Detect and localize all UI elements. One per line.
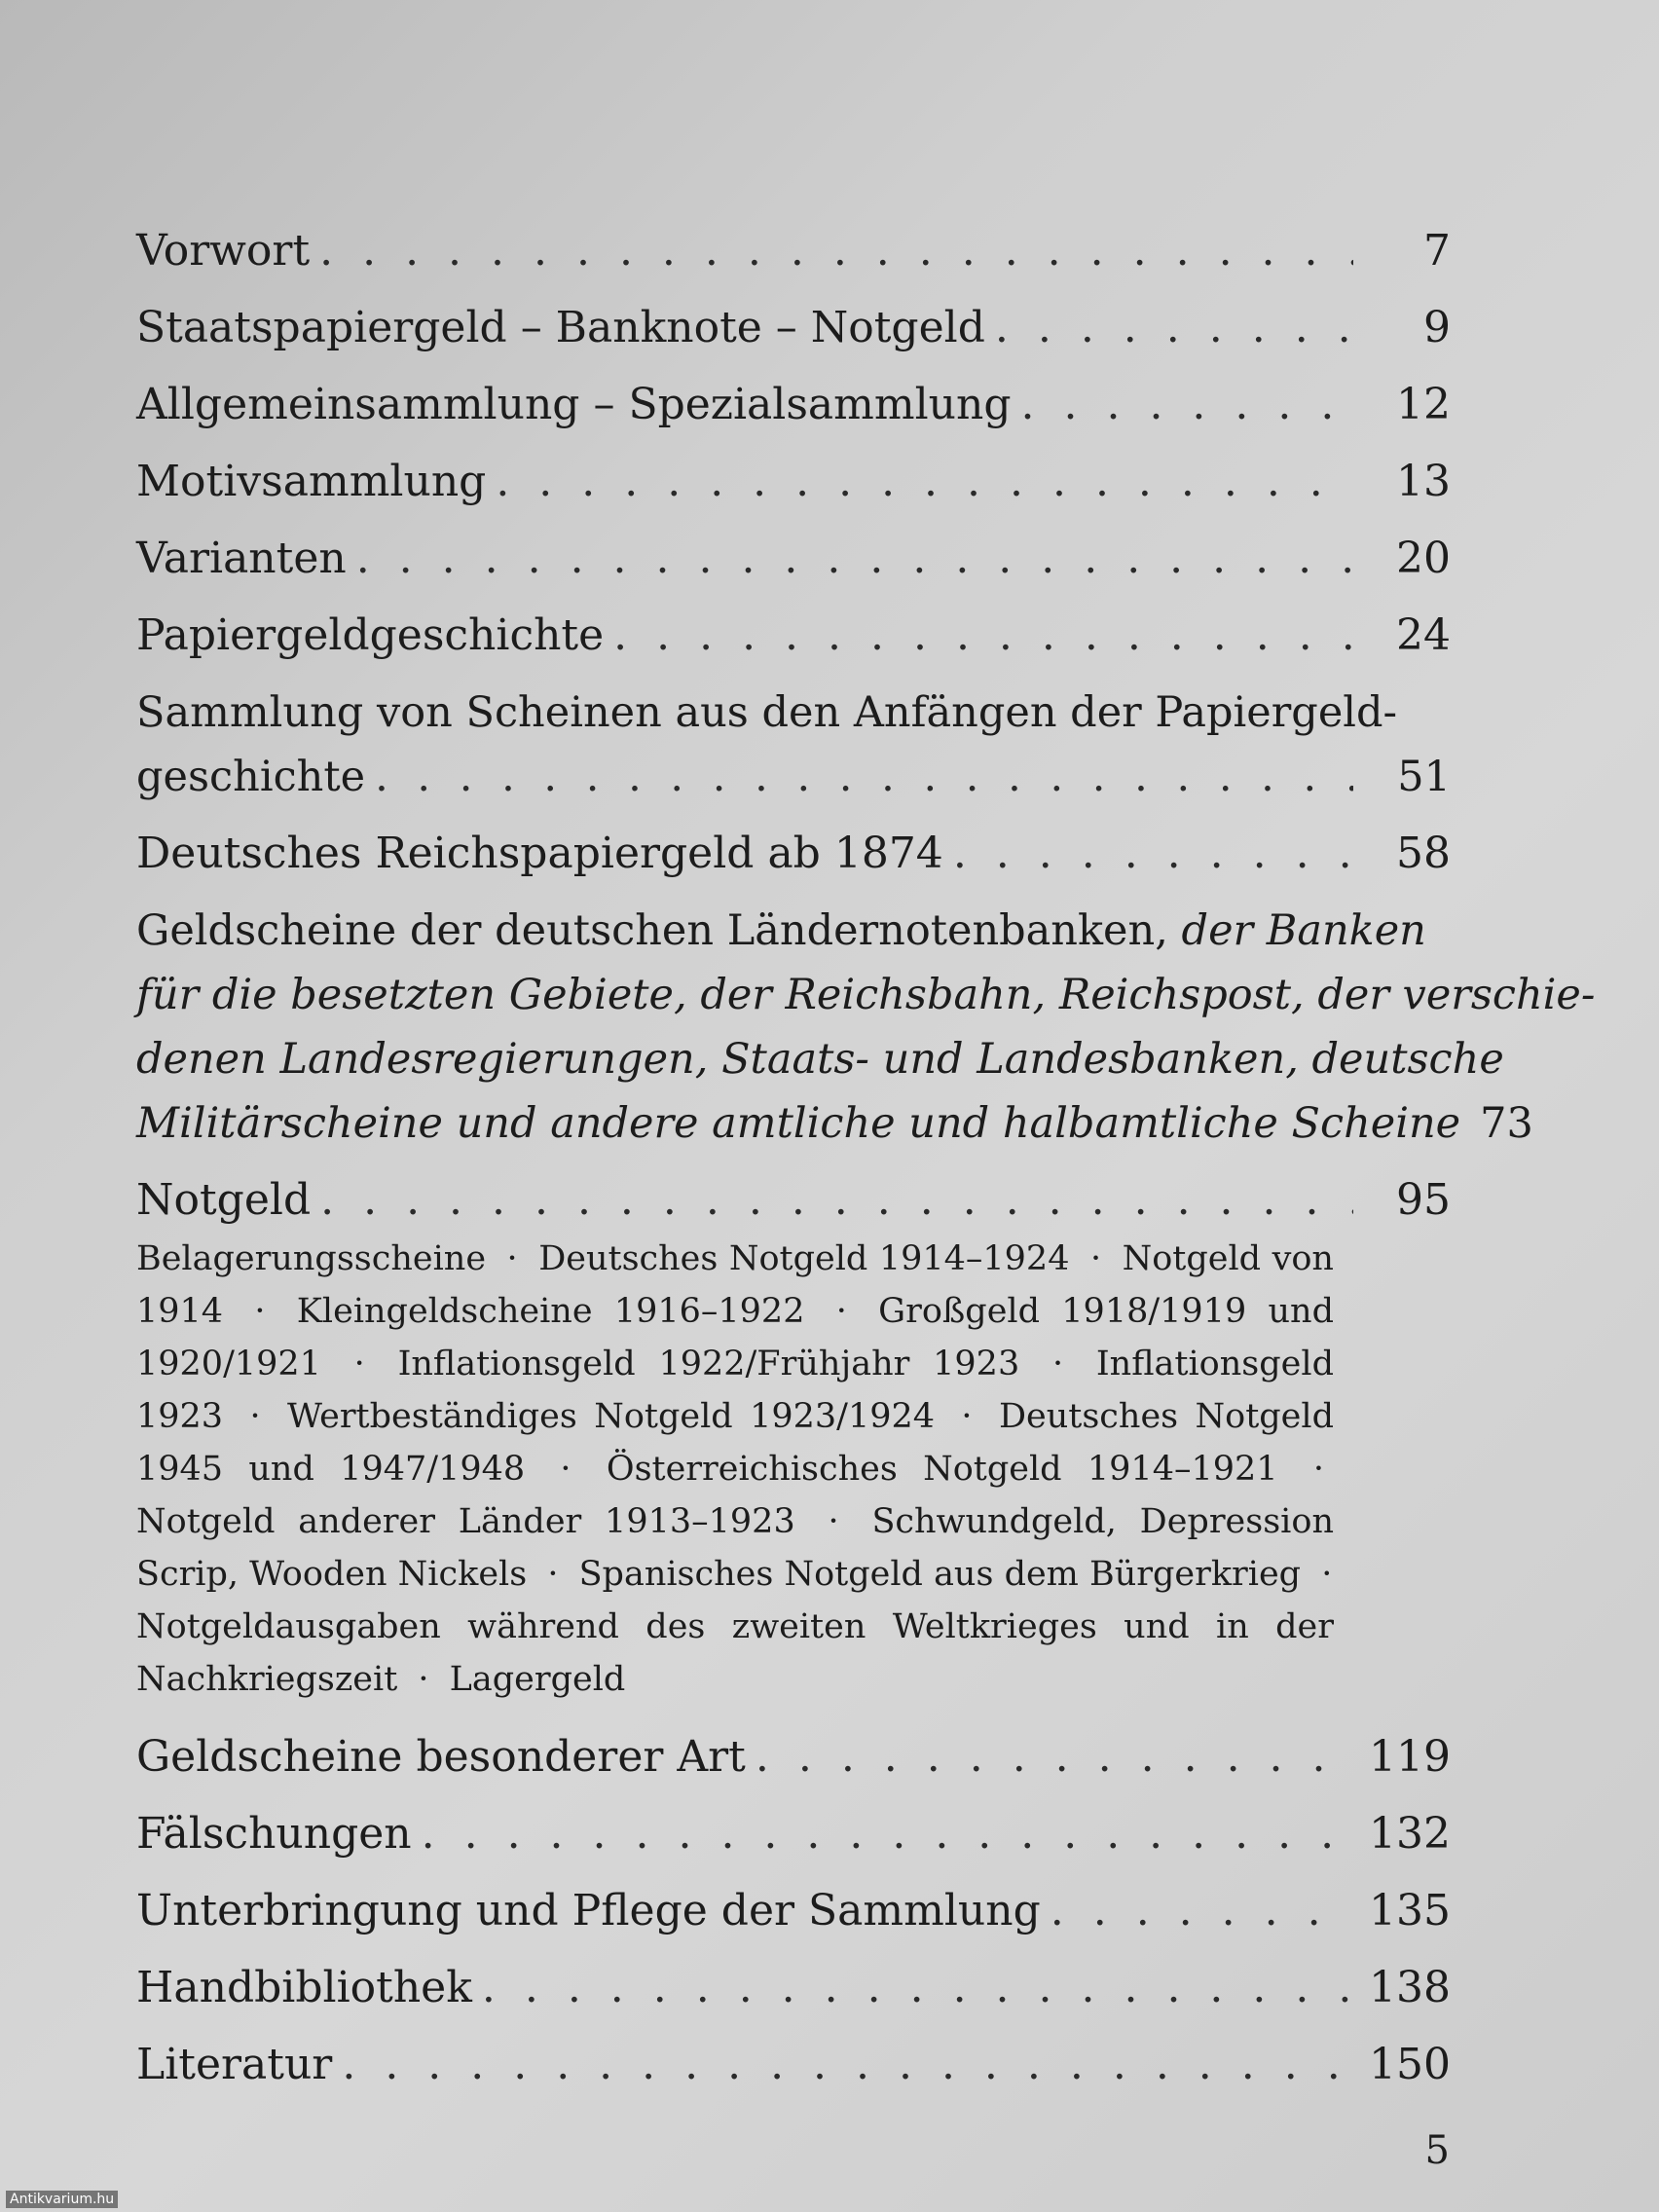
toc-entry-title: Papiergeldgeschichte <box>136 610 605 660</box>
notgeld-subtopic: Wertbeständiges Notgeld 1923/1924 <box>286 1397 936 1436</box>
toc-entry-faelschungen <box>136 1802 1451 1866</box>
subtopic-separator: · <box>944 1397 989 1436</box>
toc-entry-page: 12 <box>1396 380 1451 429</box>
leader-dots <box>342 2033 1353 2097</box>
toc-entry-line: denen Landesregierungen, Staats- und Landesbanken, deutsche <box>136 1035 1504 1084</box>
toc-entry-title: Literatur <box>136 2040 333 2089</box>
toc-entry-page: 9 <box>1423 303 1451 352</box>
toc-entry-sammlung <box>136 681 1451 809</box>
subtopic-separator: · <box>1287 1450 1324 1489</box>
toc-entry-title: Allgemeinsammlung – Spezialsammlung <box>136 380 1012 429</box>
leader-dots <box>356 527 1353 591</box>
toc-entry-allgemeinsammlung <box>136 373 1451 437</box>
toc-entry-line <box>136 899 1451 963</box>
notgeld-subtopic: Österreichisches Notgeld 1914–1921 <box>606 1450 1278 1489</box>
leader-dots <box>319 219 1353 283</box>
leader-dots <box>953 822 1353 886</box>
toc-entry-motivsammlung <box>136 450 1451 514</box>
subtopic-separator: · <box>407 1660 440 1699</box>
subtopic-separator: · <box>814 1292 869 1331</box>
toc-entry-page: 7 <box>1423 226 1451 276</box>
notgeld-subtopic: Kleingeldscheine 1916–1922 <box>296 1292 805 1331</box>
toc-entry-notgeld <box>136 1168 1451 1233</box>
toc-entry-handbibliothek <box>136 1956 1451 2020</box>
subtopic-separator: · <box>804 1502 863 1541</box>
toc-entry-title: Staatspapiergeld – Banknote – Notgeld <box>136 303 985 352</box>
subtopic-separator: · <box>1079 1239 1113 1278</box>
toc-entry-page: 119 <box>1369 1732 1451 1782</box>
toc-entry-reichspapiergeld <box>136 822 1451 886</box>
toc-entry-page: 95 <box>1396 1175 1451 1225</box>
leader-dots <box>756 1725 1353 1789</box>
toc-entry-title: Deutsches Reichspapiergeld ab 1874 <box>136 829 943 878</box>
notgeld-subtopic: Inflationsgeld 1923 <box>136 1345 1334 1436</box>
page-number: 5 <box>1424 2128 1450 2173</box>
toc-entry-page: 13 <box>1396 457 1451 506</box>
toc-entry-title: Unterbringung und Pflege der Sammlung <box>136 1886 1041 1936</box>
toc-entry-page: 150 <box>1369 2040 1451 2089</box>
toc-entry-page: 73 <box>1480 1099 1533 1148</box>
leader-dots <box>613 604 1353 668</box>
toc-entry-title: Handbibliothek <box>136 1963 472 2012</box>
toc-entry-page: 135 <box>1369 1886 1451 1936</box>
subtopic-separator: · <box>233 1397 277 1436</box>
toc-entry-literatur <box>136 2033 1451 2097</box>
subtopic-separator: · <box>1310 1555 1333 1594</box>
notgeld-subtopics <box>136 1233 1451 1706</box>
toc-entry-page: 58 <box>1396 829 1451 878</box>
notgeld-subtopic: Inflationsgeld 1922/Frühjahr 1923 <box>397 1345 1020 1383</box>
subtopic-separator: · <box>536 1555 570 1594</box>
notgeld-subtopic: Schwundgeld, Depression Scrip, Wooden Nickels <box>136 1502 1334 1594</box>
notgeld-subtopic: Notgeldausgaben während des zweiten Weltkrieges und in der Nachkriegszeit <box>136 1607 1334 1699</box>
toc-entry-page: 51 <box>1397 753 1451 801</box>
toc-entry-besonderer-art <box>136 1725 1451 1789</box>
toc-entry-unterbringung <box>136 1879 1451 1943</box>
notgeld-subtopic: Notgeld anderer Länder 1913–1923 <box>136 1502 795 1541</box>
toc-entry-title: Motivsammlung <box>136 457 487 506</box>
leader-dots <box>320 1168 1353 1233</box>
toc-entry-papiergeldgeschichte <box>136 604 1451 668</box>
leader-dots <box>1021 373 1353 437</box>
toc-entry-varianten <box>136 527 1451 591</box>
toc-entry-title: Notgeld <box>136 1175 312 1225</box>
notgeld-subtopic: Deutsches Notgeld 1945 und 1947/1948 <box>136 1397 1334 1489</box>
leader-dots <box>482 1956 1353 2020</box>
subtopic-separator: · <box>535 1450 597 1489</box>
table-of-contents <box>136 219 1596 2110</box>
toc-entry-line: für die besetzten Gebiete, der Reichsbahn, Reichspost, der verschie- <box>136 971 1596 1019</box>
toc-entry-vorwort <box>136 219 1451 283</box>
toc-entry-line-plain: Geldscheine der deutschen Ländernotenbanken, <box>136 906 1168 955</box>
leader-dots <box>995 296 1353 360</box>
subtopic-separator: · <box>496 1239 530 1278</box>
notgeld-subtopic: Notgeld von 1914 <box>136 1239 1334 1331</box>
toc-entry-page: 20 <box>1396 534 1451 583</box>
leader-dots <box>422 1802 1353 1866</box>
leader-dots <box>496 450 1353 514</box>
toc-entry-title: Geldscheine besonderer Art <box>136 1732 746 1782</box>
notgeld-subtopic: Deutsches Notgeld 1914–1924 <box>538 1239 1070 1278</box>
toc-entry-laendernotenbanken <box>136 899 1596 1156</box>
subtopic-separator: · <box>330 1345 388 1383</box>
leader-dots <box>1051 1879 1353 1943</box>
toc-entry-line: Sammlung von Scheinen aus den Anfängen der Papiergeld- <box>136 688 1398 737</box>
toc-entry-title: Fälschungen <box>136 1809 412 1859</box>
leader-dots <box>375 745 1353 809</box>
toc-entry-line-italic: der Banken <box>1181 906 1426 955</box>
toc-entry-page: 132 <box>1369 1809 1451 1859</box>
notgeld-subtopic: Spanisches Notgeld aus dem Bürgerkrieg <box>578 1555 1302 1594</box>
toc-entry-page: 24 <box>1396 610 1451 660</box>
watermark: Antikvarium.hu <box>6 2191 118 2208</box>
notgeld-subtopic: Großgeld 1918/1919 und 1920/1921 <box>136 1292 1334 1383</box>
notgeld-subtopic: Lagergeld <box>449 1660 626 1699</box>
toc-entry-staatspapiergeld <box>136 296 1451 360</box>
toc-entry-title: Varianten <box>136 534 347 583</box>
notgeld-subtopic: Belagerungsscheine <box>136 1239 487 1278</box>
subtopic-separator: · <box>233 1292 287 1331</box>
toc-entry-line: geschichte <box>136 753 366 801</box>
toc-entry-title: Vorwort <box>136 226 311 276</box>
toc-entry-page: 138 <box>1369 1963 1451 2012</box>
subtopic-separator: · <box>1029 1345 1087 1383</box>
toc-entry-line: Militärscheine und andere amtliche und halbamtliche Scheine <box>136 1099 1461 1148</box>
